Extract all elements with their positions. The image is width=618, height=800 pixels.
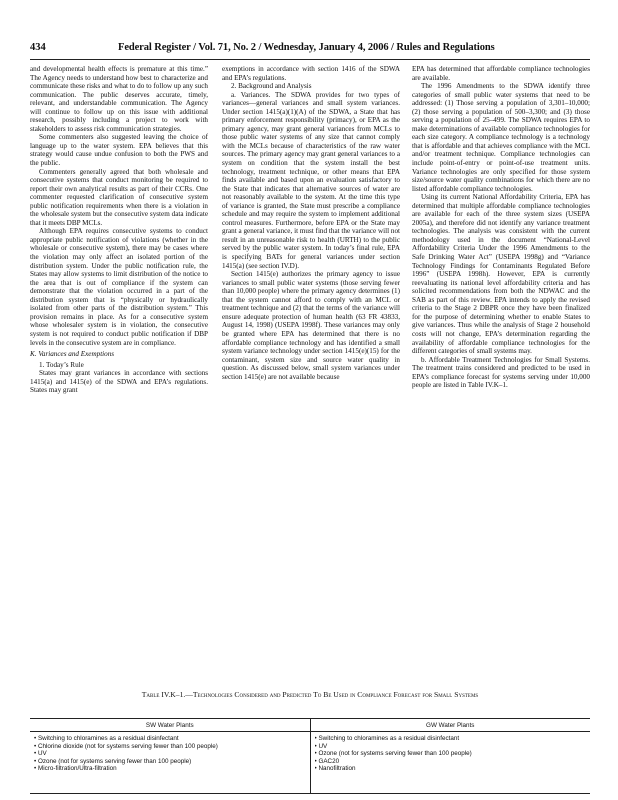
paragraph: Although EPA requires consecutive systems to conduct appropriate public notification of violations (whether in the wholesale or consecutive system), there may be cases where the violation may only affect an isolated portion of the distribution system. Under the public notification rule, the States may allow systems to limit distribution of the notice to the area that is out of compliance if the system can demonstrate that the violation occurred in a part of the distribution system that is “physically or hydraulically isolated from other parts of the distribution system.” This provision remains in place. As for a consecutive system whose wholesaler system is in violation, the consecutive system is not required to conduct public notification if DBP levels in the consecutive system are in compliance. — [30, 227, 208, 347]
text-column-3 — [412, 65, 590, 390]
paragraph: 1. Today’s Rule — [39, 360, 84, 369]
paragraph: The 1996 Amendments to the SDWA identify three categories of small public water systems that need to be addressed: (1) Those serving a population of 3,301–10,000; (2) those serving a population of 500–3,300; and (3) those serving a population of 25–499. The SDWA requires EPA to make determinations of available compliance technologies for each size category. A compliance technology is a technology that is affordable and that achieves compliance with the MCL and/or treatment technique. Compliance technologies can include point-of-entry or point-of-use treatment units. Variance technologies are only specified for those system size/source water quality combinations for which there are no listed affordable compliance technologies. — [412, 82, 590, 193]
paragraph: b. Affordable Treatment Technologies for Small Systems. The treatment trains considered and predicted to be used in EPA’s compliance forecast for systems serving under 10,000 people are listed in Table IV.K–1. — [412, 355, 590, 390]
paragraph: exemptions in accordance with section 1416 of the SDWA and EPA’s regulations. — [222, 65, 400, 82]
paragraph: Section 1415(e) authorizes the primary agency to issue variances to small public water systems (those serving fewer than 10,000 people) where the primary agency determines (1) that the system cannot afford to comply with an MCL or treatment technique and (2) that the terms of the variance will ensure adequate protection of human health (63 FR 43833, August 14, 1998) (USEPA 1998f). These variances may only be granted where EPA has determined that there is no affordable compliance technology and has identified a small system variance technology under section 1415(e)(15) for the contaminant, system size and source water quality in question. As discussed below, small system variances under section 1415(e) are not available because — [222, 270, 400, 381]
paragraph: States may grant variances in accordance with sections 1415(a) and 1415(e) of the SDWA and EPA’s regulations. States may grant — [30, 369, 208, 395]
header-title: Federal Register / Vol. 71, No. 2 / Wednesday, January 4, 2006 / Rules and Regulations — [118, 42, 495, 53]
sw-technologies-cell — [30, 732, 310, 794]
table-item: • Switching to chloramines as a residual disinfectant — [34, 735, 179, 742]
paragraph: and developmental health effects is premature at this time.” The Agency needs to understand how best to characterize and communicate these risks and what to do to follow up any such communication. The public deserves accurate, timely, relevant, and understandable communication. The Agency will continue to follow up on this issue with additional research, possibly including a project to work with stakeholders to assess risk communication strategies. — [30, 65, 208, 133]
table-header-gw: GW Water Plants — [310, 719, 590, 732]
table-item: • Nanofiltration — [314, 765, 356, 773]
text-column-2 — [222, 65, 400, 381]
text-column-1 — [30, 65, 208, 395]
running-header — [30, 42, 590, 56]
technologies-table — [30, 718, 590, 794]
header-rule — [30, 59, 590, 60]
paragraph: Commenters generally agreed that both wholesale and consecutive systems that conduct monitoring be required to report their own analytical results as part of their CCRs. One commenter requested clarification of consecutive system public notification requirements when there is a violation in the wholesale system but the consecutive system data indicate that it meets DBP MCLs. — [30, 167, 208, 227]
table-item: • UV — [314, 742, 328, 750]
section-heading: K. Variances and Exemptions — [30, 350, 115, 359]
paragraph: Using its current National Affordability Criteria, EPA has determined that multiple affordable compliance technologies are available for each of the three system sizes (USEPA 2005a), and therefore did not identify any variance treatment technologies. The analysis was consistent with the current methodology used in the document “National-Level Affordability Criteria Under the 1996 Amendments to the Safe Drinking Water Act” (USEPA 1998g) and “Variance Technology Findings for Contaminants Regulated Before 1996” (USEPA 1998h). However, EPA is currently reevaluating its national level affordability criteria and has solicited recommendations from both the NDWAC and the SAB as part of this review. EPA intends to apply the revised criteria to the Stage 2 DBPR once they have been finalized for the purpose of determining whether to enable States to give variances. Thus while the analysis of Stage 2 household costs will not change, EPA’s determination regarding the availability of affordable compliance technologies for the different categories of small systems may. — [412, 193, 590, 356]
paragraph: EPA has determined that affordable compliance technologies are available. — [412, 65, 590, 82]
gw-technologies-cell — [310, 732, 590, 794]
paragraph: 2. Background and Analysis — [231, 82, 312, 91]
paragraph: a. Variances. The SDWA provides for two types of variances—general variances and small system variances. Under section 1415(a)(1)(A) of the SDWA, a State that has primary enforcement responsibility (primacy), or EPA as the primary agency, may grant general variances from MCLs to those public water systems of any size that cannot comply with the MCLs because of characteristics of the raw water sources. The primary agency may grant general variances to a system on condition that the system install the best technology, treatment technique, or other means that EPA finds available and based upon an evaluation satisfactory to the State that indicates that alternative sources of water are not reasonably available to the system. At the time this type of variance is granted, the State must prescribe a compliance schedule and may require the system to implement additional control measures. Furthermore, before EPA or the State may grant a general variance, it must find that the variance will not result in an unreasonable risk to health (URTH) to the public served by the public water system. In today’s final rule, EPA is specifying BATs for general variances under section 1415(a) (see section IV.D). — [222, 90, 400, 270]
paragraph: Some commenters also suggested leaving the choice of language up to the water system. EPA believes that this strategy would cause undue confusion to both the PWS and the public. — [30, 133, 208, 168]
table-item: • Switching to chloramines as a residual disinfectant — [314, 735, 460, 742]
table-item: • Micro-filtration/Ultra-filtration — [34, 765, 117, 773]
table-item: • Ozone (not for systems serving fewer than 100 people) — [314, 750, 472, 758]
table-header-sw: SW Water Plants — [30, 719, 310, 732]
table-item: • Ozone (not for systems serving fewer than 100 people) — [34, 757, 192, 765]
page-number: 434 — [30, 42, 46, 53]
table-caption: Table IV.K–1.—Technologies Considered and Predicted To Be Used in Compliance Forecast for Small Systems — [141, 690, 479, 699]
table-item: • GAC20 — [314, 757, 340, 765]
table-item: • UV — [34, 750, 47, 758]
table-item: • Chlorine dioxide (not for systems serving fewer than 100 people) — [34, 742, 218, 750]
